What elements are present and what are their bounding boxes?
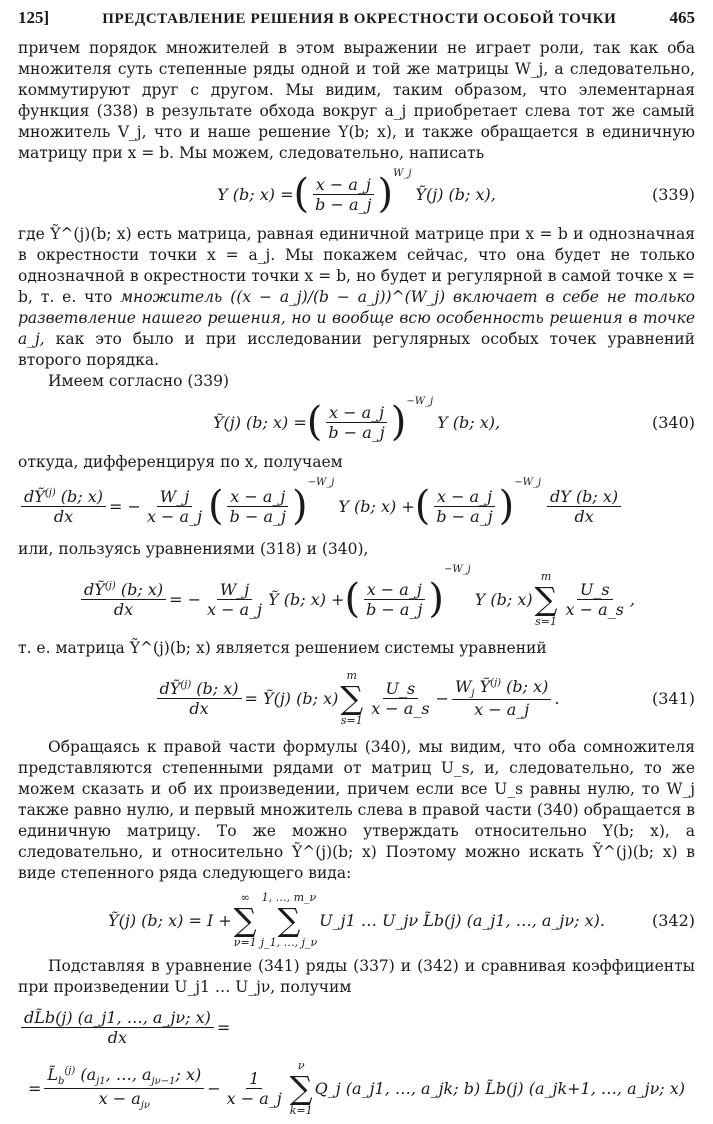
paragraph bbox=[18, 224, 695, 371]
denominator: dx bbox=[574, 506, 594, 526]
fraction bbox=[312, 175, 374, 214]
equation-number: (341) bbox=[651, 688, 695, 708]
equation-number: (340) bbox=[651, 412, 695, 432]
denominator: x − a_s bbox=[565, 599, 624, 619]
operator: = − bbox=[169, 589, 201, 609]
numerator: dỸ$^{(j)}$ (b; x) bbox=[157, 679, 242, 699]
equation-number: (342) bbox=[651, 910, 695, 930]
punctuation: , bbox=[629, 589, 635, 609]
numerator: x − a_j bbox=[313, 175, 374, 195]
fraction bbox=[224, 1069, 285, 1108]
paren-open: ( bbox=[306, 399, 323, 445]
fraction bbox=[44, 1065, 204, 1110]
section-number: 125] bbox=[18, 8, 50, 27]
exponent: −W_j bbox=[307, 477, 335, 488]
denominator: x − a_j bbox=[226, 1088, 282, 1108]
recurrence-equation-rhs bbox=[18, 1056, 695, 1120]
operator: = bbox=[27, 1078, 42, 1098]
paragraph: причем порядок множителей в этом выражении не играет роли, так как оба множителя суть степенные ряды одной и той же матрицы W_j, а следовательно, коммутируют друг с другом. Мы видим, таким образом, что элементарная функция (338) в результате обхода вокруг a_j приобретает слева тот же самый множитель V_j, что и наше решение Y(b; x), и также обращается в единичную матрицу при x = b. Мы можем, следовательно, написать bbox=[18, 39, 695, 162]
paragraph: или, пользуясь уравнениями (318) и (340), bbox=[18, 540, 369, 558]
sum-lower: s=1 bbox=[340, 714, 363, 727]
fraction bbox=[227, 487, 289, 526]
equation-342 bbox=[18, 888, 695, 952]
fraction bbox=[21, 1008, 214, 1047]
denominator: dx bbox=[113, 599, 134, 619]
paragraph: откуда, дифференцируя по x, получаем bbox=[18, 453, 343, 471]
equation-number: (339) bbox=[651, 184, 695, 204]
denominator: b − a_j bbox=[436, 506, 493, 526]
numerator: W_j bbox=[157, 487, 192, 507]
paren-close: ) bbox=[377, 171, 394, 217]
denominator: $x - a_{j\nu}$ bbox=[98, 1088, 150, 1111]
summation bbox=[535, 570, 558, 628]
eq-rhs: U_j1 … U_jν L̃b(j) (a_j1, …, a_jν; x). bbox=[319, 910, 605, 930]
paren-close: ) bbox=[498, 483, 515, 529]
numerator: x − a_j bbox=[227, 487, 288, 507]
chapter-title: ПРЕДСТАВЛЕНИЕ РЕШЕНИЯ В ОКРЕСТНОСТИ ОСОБОЙ ТОЧКИ bbox=[102, 11, 617, 27]
equation-339 bbox=[18, 168, 695, 220]
numerator: $W_j$ Ỹ$^{(j)}$ (b; x) bbox=[452, 677, 551, 700]
recurrence-equation-lhs bbox=[18, 1002, 695, 1052]
eq-lhs: Ỹ(j) (b; x) = I + bbox=[108, 910, 232, 930]
numerator: dỸ$^{(j)}$ (b; x) bbox=[81, 580, 166, 600]
denominator: b − a_j bbox=[328, 422, 385, 442]
sigma-symbol: ∑ bbox=[277, 901, 301, 939]
numerator: $L̃_b^{(j)}$ ($a_{j1}$, …, $a_{j\nu-1}$; x) bbox=[44, 1065, 204, 1088]
fraction bbox=[325, 403, 387, 442]
exponent: −W_j bbox=[406, 396, 434, 407]
denominator: b − a_j bbox=[229, 506, 286, 526]
sum-lower: s=1 bbox=[535, 615, 558, 628]
punctuation: . bbox=[554, 688, 560, 708]
eq-rhs: Ỹ(j) (b; x), bbox=[415, 184, 496, 204]
numerator: x − a_j bbox=[434, 487, 495, 507]
paragraph: Подставляя в уравнение (341) ряды (337) и (342) и сравнивая коэффициенты при произведении U_j1 … U_jν, получим bbox=[18, 957, 695, 996]
numerator: U_s bbox=[577, 580, 613, 600]
summation bbox=[290, 1059, 313, 1117]
fraction bbox=[21, 487, 106, 526]
sigma-symbol: ∑ bbox=[233, 901, 257, 939]
eq-term: Y (b; x) bbox=[474, 589, 533, 609]
numerator: U_s bbox=[383, 679, 419, 699]
fraction bbox=[157, 679, 242, 718]
eq-lhs: Ỹ(j) (b; x) = bbox=[212, 412, 307, 432]
denominator: x − a_j bbox=[206, 599, 263, 619]
fraction bbox=[563, 580, 627, 619]
sum-lower: k=1 bbox=[289, 1104, 313, 1117]
emphasis-text: множитель ((x − a_j)/(b − a_j))^(W_j) включает в себе не только разветвление нашего решения, но и вообще всю особенность решения в точке a_j, bbox=[18, 288, 695, 348]
denominator: dx bbox=[107, 1027, 128, 1047]
denominator: dx bbox=[53, 506, 74, 526]
text-span: где Ỹ^(j)(b; x) есть матрица, равная единичной матрице при x = b и однозначная в окрестности точки x = a_j. Мы покажем сейчас, что она будет не только однозначной в окрестности точки x = b, но будет и регулярной в самой точке x = b, т. е. что bbox=[18, 225, 695, 306]
sum-upper: ν bbox=[297, 1059, 305, 1072]
eq-rhs: Q_j (a_j1, …, a_jk; b) L̃b(j) (a_jk+1, …, a_jν; x) bbox=[314, 1078, 686, 1098]
operator: = bbox=[216, 1017, 231, 1037]
fraction bbox=[144, 487, 205, 526]
running-header bbox=[18, 8, 695, 38]
sigma-symbol: ∑ bbox=[340, 679, 364, 717]
denominator: b − a_j bbox=[315, 194, 372, 214]
exponent: −W_j bbox=[444, 564, 471, 575]
paragraph: т. е. матрица Ỹ^(j)(b; x) является решением системы уравнений bbox=[18, 639, 547, 657]
numerator: 1 bbox=[246, 1069, 262, 1089]
fraction bbox=[433, 487, 495, 526]
eq-term: Y (b; x) + bbox=[338, 496, 415, 516]
paragraph: Имеем согласно (339) bbox=[48, 372, 230, 390]
derivative-equation-2 bbox=[18, 564, 695, 634]
sum-lower: j_1, …, j_ν bbox=[260, 936, 318, 949]
exponent: W_j bbox=[393, 168, 412, 179]
denominator: x − a_j bbox=[146, 506, 203, 526]
fraction bbox=[363, 580, 425, 619]
paren-close: ) bbox=[291, 483, 308, 529]
paren-close: ) bbox=[428, 576, 445, 622]
numerator: dY (b; x) bbox=[547, 487, 621, 507]
eq-term: = Ỹ(j) (b; x) bbox=[244, 688, 339, 708]
denominator: b − a_j bbox=[366, 599, 423, 619]
operator: − bbox=[435, 688, 449, 708]
fraction bbox=[204, 580, 265, 619]
numerator: dL̃b(j) (a_j1, …, a_jν; x) bbox=[21, 1008, 214, 1028]
eq-lhs: Y (b; x) = bbox=[217, 184, 294, 204]
denominator: dx bbox=[189, 698, 209, 718]
exponent: −W_j bbox=[514, 477, 542, 488]
sum-upper: ∞ bbox=[240, 891, 250, 904]
summation bbox=[261, 891, 318, 949]
sum-lower: ν=1 bbox=[233, 936, 257, 949]
fraction bbox=[547, 487, 621, 526]
paren-close: ) bbox=[390, 399, 407, 445]
sigma-symbol: ∑ bbox=[289, 1069, 313, 1107]
denominator: x − a_s bbox=[371, 698, 430, 718]
operator: = − bbox=[109, 496, 141, 516]
fraction bbox=[81, 580, 166, 619]
summation bbox=[234, 891, 257, 949]
paren-open: ( bbox=[414, 483, 431, 529]
derivative-equation-1 bbox=[18, 477, 695, 535]
numerator: dỸ$^{(j)}$ (b; x) bbox=[21, 487, 106, 507]
paren-open: ( bbox=[344, 576, 361, 622]
paren-open: ( bbox=[293, 171, 310, 217]
fraction bbox=[368, 679, 432, 718]
sum-upper: 1, …, m_ν bbox=[261, 891, 317, 904]
denominator: x − a_j bbox=[474, 700, 530, 720]
numerator: x − a_j bbox=[326, 403, 387, 423]
sum-upper: m bbox=[346, 669, 357, 682]
page-number: 465 bbox=[669, 8, 695, 27]
numerator: W_j bbox=[217, 580, 252, 600]
summation bbox=[340, 669, 363, 727]
sigma-symbol: ∑ bbox=[534, 580, 558, 618]
fraction bbox=[452, 677, 551, 719]
text-span: как это было и при исследовании регулярных особых точек уравнений второго порядка. bbox=[18, 330, 695, 369]
operator: − bbox=[207, 1078, 221, 1098]
equation-340 bbox=[18, 396, 695, 448]
eq-rhs: Y (b; x), bbox=[437, 412, 501, 432]
paren-open: ( bbox=[208, 483, 224, 529]
sum-upper: m bbox=[540, 570, 552, 583]
eq-term: Ỹ (b; x) + bbox=[268, 589, 345, 609]
paragraph: Обращаясь к правой части формулы (340), мы видим, что оба сомножителя представляются степенными рядами от матриц U_s, и, следовательно, то же можем сказать и об их произведении, причем если все U_s равны нулю, то W_j также равно нулю, и первый множитель слева в правой части (340) обращается в единичную матрицу. То же можно утверждать относительно Y(b; x), а следовательно, и относительно Ỹ^(j)(b; x) Поэтому можно искать Ỹ^(j)(b; x) в виде степенного ряда следующего вида: bbox=[18, 738, 695, 882]
book-page bbox=[18, 8, 695, 1124]
equation-341 bbox=[18, 663, 695, 733]
numerator: x − a_j bbox=[364, 580, 425, 600]
